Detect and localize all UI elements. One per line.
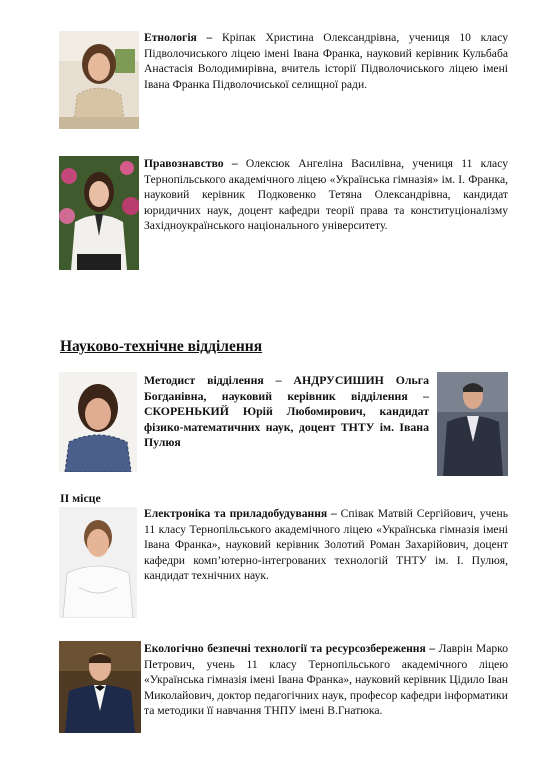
entry-text: Олексюк Ангеліна Василівна, учениця 11 класу Тернопільського академічного ліцею «Українська гімназія» ім. І. Франка, науковий керівник Подковенко Тетяна Олександрівна, кандидат юридичних наук, доцент кафедри теорії права та конституціоналізму Західноукраїнського національного університету. [144, 157, 508, 233]
entry-electronics [144, 506, 508, 584]
entry-separator: – [223, 157, 246, 170]
entry-ethnology [144, 30, 508, 92]
entry-subject: Етнологія [144, 31, 197, 44]
entry-text: Співак Матвій Сергійович, учень 11 класу Тернопільського академічного ліцею «Українська гімназія імені Івана Франка», науковий керівник Золотий Роман Захарійович, доцент кафедри комп’ютерно-інтегрованих технологій ТНТУ ім. І. Пулюя, кандидат технічних наук. [144, 507, 509, 583]
photo-department-head [437, 372, 508, 476]
photo-methodist [59, 372, 137, 472]
methodist-info: Методист відділення – АНДРУСИШИН Ольга Богданівна, науковий керівник відділення – СКОРЕНЬКИЙ Юрій Любомирович, кандидат фізико-математичних наук, доцент ТНТУ ім. Івана Пулюя [144, 373, 429, 450]
entry-separator: – [425, 642, 439, 655]
entry-law [144, 156, 508, 234]
entry-text: Лаврін Марко Петрович, учень 11 класу Тернопільського академічного ліцею «Українська гімназія імені Івана Франка», науковий керівник Цідило Іван Миколайович, доктор педагогічних наук, професор кафедри інформатики та методики її навчання ТНПУ імені В.Гнатюка. [144, 642, 509, 718]
photo-electronics-student [59, 507, 137, 618]
entry-subject: Правознавство [144, 157, 224, 170]
entry-ecology [144, 641, 508, 719]
entry-text: Кріпак Христина Олександрівна, учениця 10 класу Підволочиського ліцею імені Івана Франка, науковий керівник Кульбаба Анастасія Володимирівна, вчитель історії Підволочиського ліцею імені Івана Франка Підволочиської селищної ради. [144, 31, 508, 91]
photo-law-student [59, 156, 139, 270]
photo-ecology-student [59, 641, 141, 733]
entry-subject: Екологічно безпечні технології та ресурсозбереження [144, 642, 426, 655]
entry-subject: Електроніка та приладобудування [144, 507, 328, 520]
photo-ethnology-student [59, 31, 139, 129]
place-label: ІІ місце [60, 491, 101, 505]
section-heading: Науково-технічне відділення [60, 338, 263, 355]
entry-separator: – [196, 31, 223, 44]
entry-separator: – [327, 507, 341, 520]
